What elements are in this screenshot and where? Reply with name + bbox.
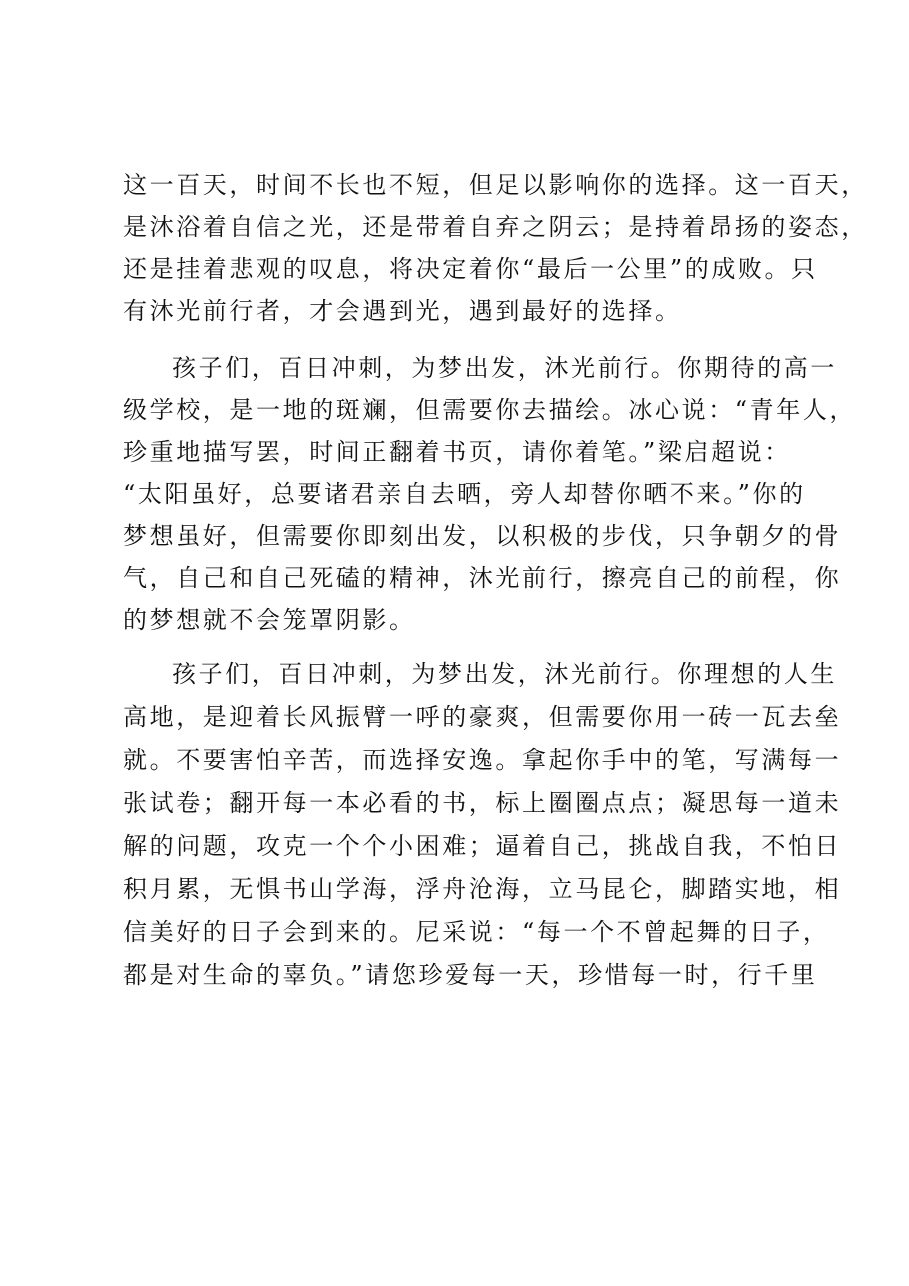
text-line: 梦想虽好，但需要你即刻出发，以积极的步伐，只争朝夕的骨 (123, 522, 842, 550)
text-line: 珍重地描写罢，时间正翻着书页，请你着笔。”梁启超说： (123, 438, 791, 466)
text-line: 解的问题，攻克一个个小困难；逼着自己，挑战自我，不怕日 (123, 832, 842, 860)
text-line: 还是挂着悲观的叹息，将决定着你“最后一公里”的成败。只 (123, 255, 818, 283)
text-line: 积月累，无惧书山学海，浮舟沧海，立马昆仑，脚踏实地，相 (123, 875, 842, 903)
text-line: 孩子们，百日冲刺，为梦出发，沐光前行。你理想的人生 (172, 660, 837, 688)
text-line: 的梦想就不会笼罩阴影。 (123, 606, 416, 634)
text-line: 气，自己和自己死磕的精神，沐光前行，擦亮自己的前程，你 (123, 564, 842, 592)
text-line: 有沐光前行者，才会遇到光，遇到最好的选择。 (123, 297, 682, 325)
text-line: 是沐浴着自信之光，还是带着自弃之阴云；是持着昂扬的姿态， (123, 213, 868, 241)
text-line: 都是对生命的辜负。”请您珍爱每一天，珍惜每一时，行千里 (123, 961, 818, 989)
text-line: 这一百天，时间不长也不短，但足以影响你的选择。这一百天， (123, 171, 868, 199)
text-line: 级学校，是一地的斑斓，但需要你去描绘。冰心说：“青年人， (123, 396, 857, 424)
text-line: 张试卷；翻开每一本必看的书，标上圈圈点点；凝思每一道未 (123, 789, 842, 817)
text-line: 高地，是迎着长风振臂一呼的豪爽，但需要你用一砖一瓦去垒 (123, 703, 842, 731)
text-line: “太阳虽好，总要诸君亲自去晒，旁人却替你晒不来。”你的 (123, 480, 806, 508)
text-line: 孩子们，百日冲刺，为梦出发，沐光前行。你期待的高一 (172, 354, 837, 382)
text-line: 就。不要害怕辛苦，而选择安逸。拿起你手中的笔，写满每一 (123, 746, 842, 774)
text-line: 信美好的日子会到来的。尼采说：“每一个不曾起舞的日子， (123, 918, 830, 946)
